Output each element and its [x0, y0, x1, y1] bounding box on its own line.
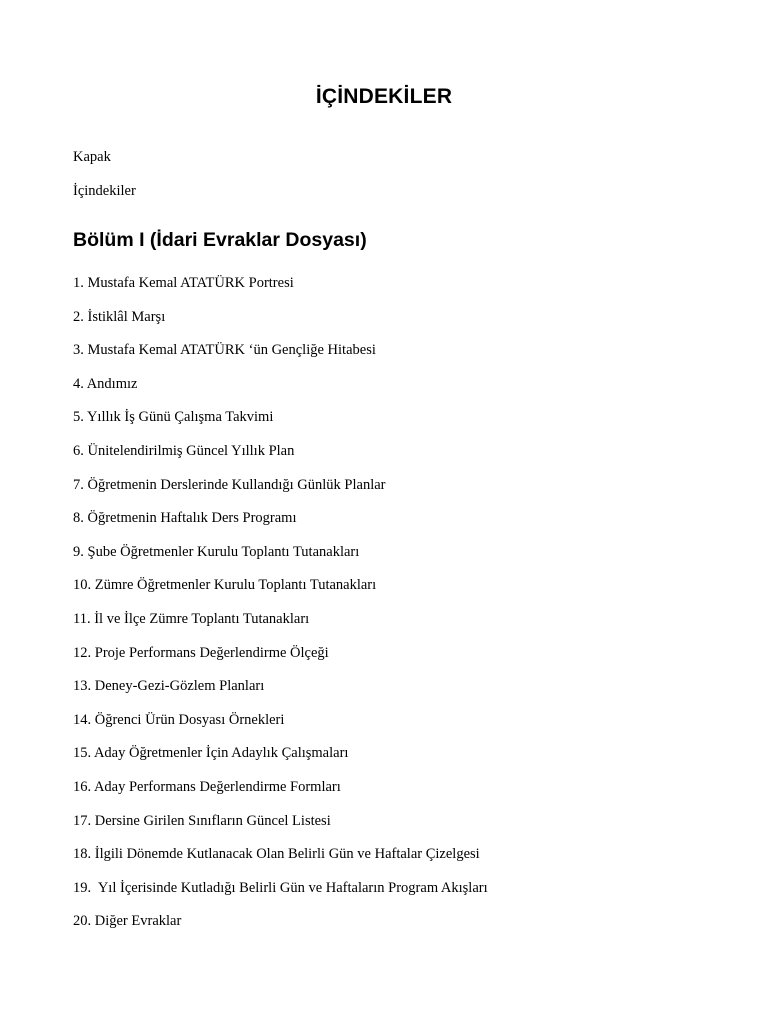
toc-item: 19. Yıl İçerisinde Kutladığı Belirli Gün ve Haftaların Program Akışları	[73, 879, 488, 896]
toc-item: 18. İlgili Dönemde Kutlanacak Olan Belirli Gün ve Haftalar Çizelgesi	[73, 846, 480, 863]
toc-item: 12. Proje Performans Değerlendirme Ölçeği	[73, 644, 329, 661]
front-matter-list	[73, 146, 136, 213]
toc-item: 4. Andımız	[73, 375, 138, 392]
section-heading: Bölüm I (İdari Evraklar Dosyası)	[73, 229, 367, 251]
toc-item: 13. Deney-Gezi-Gözlem Planları	[73, 678, 265, 695]
toc-item: 3. Mustafa Kemal ATATÜRK ‘ün Gençliğe Hitabesi	[73, 342, 376, 359]
page-title: İÇİNDEKİLER	[315, 85, 453, 108]
toc-item: 14. Öğrenci Ürün Dosyası Örnekleri	[73, 711, 285, 728]
front-matter-item-kapak: Kapak	[73, 149, 111, 165]
toc-item: 16. Aday Performans Değerlendirme Formları	[73, 778, 341, 795]
toc-item: 2. İstiklâl Marşı	[73, 308, 166, 325]
toc-item: 8. Öğretmenin Haftalık Ders Programı	[73, 510, 297, 527]
front-matter-item-icindekiler: İçindekiler	[73, 182, 136, 199]
toc-item: 6. Ünitelendirilmiş Güncel Yıllık Plan	[73, 442, 295, 459]
toc-item: 17. Dersine Girilen Sınıfların Güncel Listesi	[73, 812, 331, 829]
toc-item: 1. Mustafa Kemal ATATÜRK Portresi	[73, 275, 294, 291]
toc-item: 9. Şube Öğretmenler Kurulu Toplantı Tutanakları	[73, 543, 360, 560]
toc-item: 7. Öğretmenin Derslerinde Kullandığı Günlük Planlar	[73, 476, 386, 493]
toc-item: 10. Zümre Öğretmenler Kurulu Toplantı Tutanakları	[73, 577, 377, 594]
toc-item: 5. Yıllık İş Günü Çalışma Takvimi	[73, 409, 274, 426]
toc-item: 20. Diğer Evraklar	[73, 913, 182, 930]
toc-item: 11. İl ve İlçe Zümre Toplantı Tutanakları	[73, 610, 310, 627]
toc-list	[73, 272, 488, 944]
toc-item: 15. Aday Öğretmenler İçin Adaylık Çalışmaları	[73, 745, 349, 762]
